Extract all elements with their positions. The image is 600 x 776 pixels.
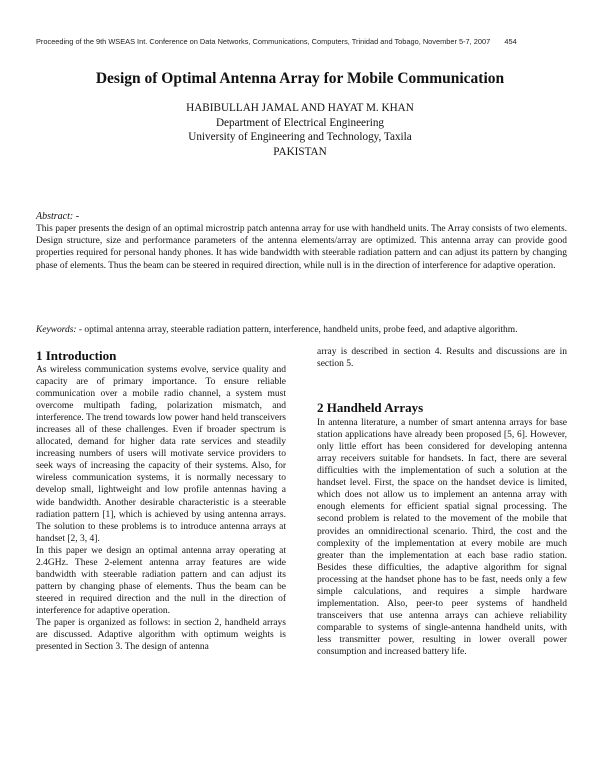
author-block: [0, 101, 600, 159]
right-column: [317, 346, 567, 658]
section-1-paragraph: As wireless communication systems evolve, service quality and capacity are of primary importance. To ensure reliable communication over a mobile radio channel, a system must overcome multipath fading, polarization mismatch, and interference. The trend towards low power hand held transceivers increases all of these challenges. Even if broader spectrum is allocated, demand for higher data rate services and steadily increasing numbers of users will motivate service providers to seek ways of increasing the capacity of their systems. Also, for wireless communication systems, it is normally necessary to develop small, lightweight and low profile antennas having a wide bandwidth. Another desirable characteristic is a steerable radiation pattern [1], which is achieved by using antenna arrays. The solution to these problems is to introduce antenna arrays at handset [2, 3, 4].: [36, 365, 286, 544]
keywords-text: - optimal antenna array, steerable radiation pattern, interference, handheld units, probe feed, and adaptive algorithm.: [76, 325, 518, 335]
section-1-paragraph: The paper is organized as follows: in section 2, handheld arrays are discussed. Adaptive algorithm with optimum weights is presented in Section 3. The design of antenna: [36, 617, 286, 653]
author-country: PAKISTAN: [273, 145, 327, 158]
page-number: 454: [504, 37, 517, 46]
section-2-paragraph: In antenna literature, a number of smart antenna arrays for base station applications have already been proposed [5, 6]. However, only little effort has been considered for developing antenna array receivers suitable for handsets. In fact, there are several difficulties with the implementation of such a solution at the handset level. First, the space on the handset device is limited, which does not allow us to implement an antenna array with enough elements for efficient spatial signal processing. The second problem is related to the movement of the mobile that provides an omnidirectional scenario. Third, the cost and the complexity of the implementation at every mobile are much greater than the implementation at each base radio station. Besides these difficulties, the adaptive algorithm for signal processing at the handset phone has to be fast, needs only a few simple calculations, and requires a simple hardware implementation. Also, peer-to peer systems of handheld transceivers that use antenna arrays can achieve reliability comparable to systems of single-antenna handheld units, with less transmitter power, resulting in lower overall power consumption and increased battery life.: [317, 418, 567, 657]
abstract-label: Abstract: -: [36, 211, 80, 222]
section-1-paragraph: In this paper we design an optimal antenna array operating at 2.4GHz. These 2-element antenna array features are wide bandwidth with steerable radiation pattern and can adjust its pattern by changing phase of elements. Thus the beam can be steered in required direction and the null in the direction of interference for adaptive operation.: [36, 545, 286, 616]
section-1-heading: 1 Introduction: [36, 348, 117, 363]
keywords: [36, 324, 567, 336]
abstract-text: This paper presents the design of an optimal microstrip patch antenna array for use with handheld units. The Array consists of two elements. Design structure, size and performance parameters of the antenna elements/array are optimized. This antenna array can provide good properties required for personal handy phones. It has wide bandwidth with steerable radiation pattern and can adjust its pattern by changing phase of elements. Thus the beam can be steered in required direction, while null is in the direction of interference for adaptive operation.: [36, 224, 567, 271]
left-column: [36, 346, 286, 653]
author-names: HABIBULLAH JAMAL AND HAYAT M. KHAN: [186, 102, 414, 114]
author-department: Department of Electrical Engineering: [215, 116, 385, 129]
section-2-heading: 2 Handheld Arrays: [317, 400, 424, 416]
author-university: University of Engineering and Technology, Taxila: [188, 131, 412, 144]
conference-header: [36, 37, 566, 46]
paper-title: Design of Optimal Antenna Array for Mobile Communication: [95, 70, 505, 87]
keywords-label: Keywords:: [36, 325, 77, 335]
conference-proceeding-text: Proceeding of the 9th WSEAS Int. Conference on Data Networks, Communications, Computers, Trinidad and Tobago, November 5-7, 2007: [36, 37, 491, 46]
section-1-continuation: array is described in section 4. Results and discussions are in section 5.: [317, 347, 567, 370]
